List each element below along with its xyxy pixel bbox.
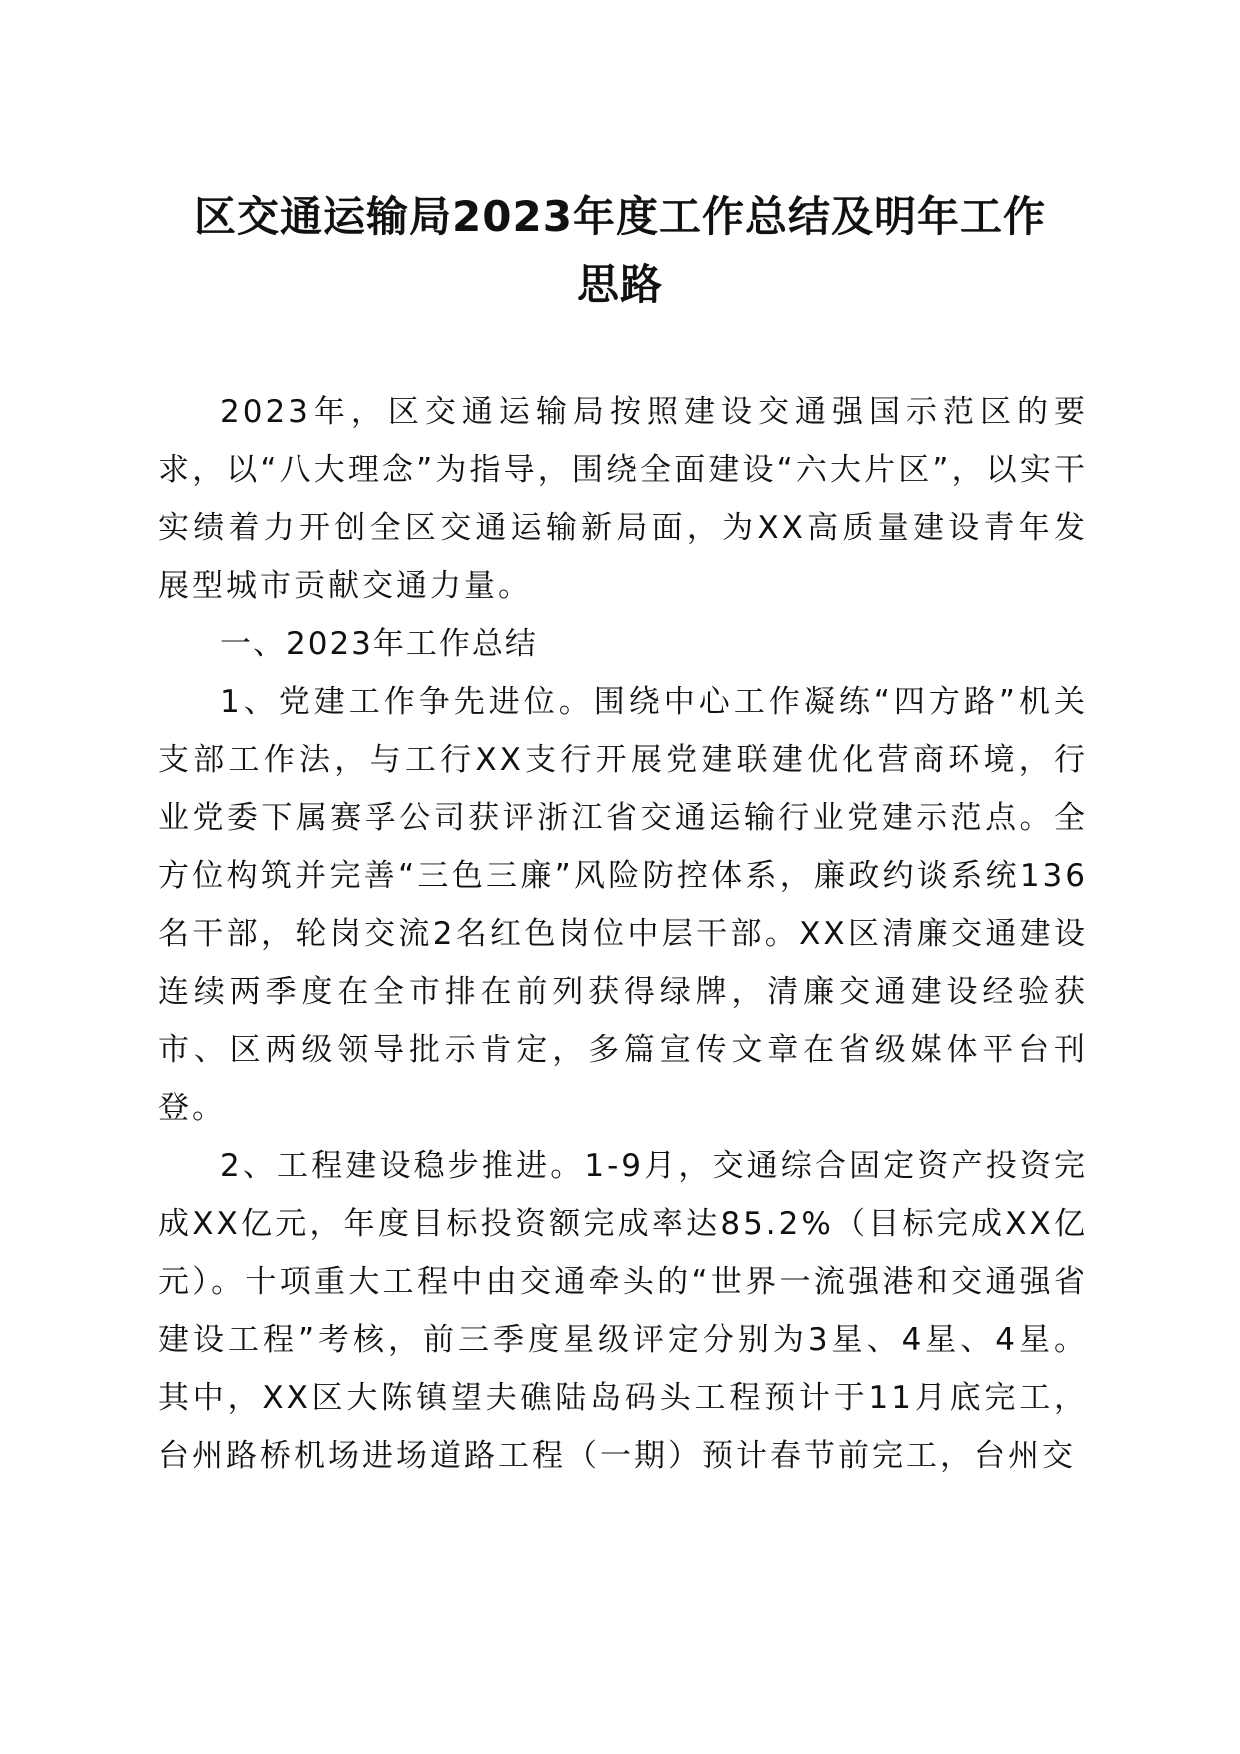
document-title [140, 183, 1100, 319]
section-heading: 一、2023年工作总结 [220, 626, 538, 662]
paragraph-engineering: 2、工程建设稳步推进。1-9月，交通综合固定资产投资完成XX亿元，年度目标投资额完成率达85.2%（目标完成XX亿元）。十项重大工程中由交通牵头的“世界一流强港和交通强省建设工程”考核，前三季度星级评定分别为3星、4星、4星。其中，XX区大陈镇望夫礁陆岛码头工程预计于11月底完工，台州路桥机场进场道路工程（一期）预计春节前完工，台州交 [158, 1148, 1088, 1474]
document-body [158, 383, 1088, 1485]
paragraph-party-building: 1、党建工作争先进位。围绕中心工作凝练“四方路”机关支部工作法，与工行XX支行开展党建联建优化营商环境，行业党委下属赛孚公司获评浙江省交通运输行业党建示范点。全方位构筑并完善“三色三廉”风险防控体系，廉政约谈系统136名干部，轮岗交流2名红色岗位中层干部。XX区清廉交通建设连续两季度在全市排在前列获得绿牌，清廉交通建设经验获市、区两级领导批示肯定，多篇宣传文章在省级媒体平台刊登。 [158, 684, 1088, 1126]
paragraph-intro: 2023年，区交通运输局按照建设交通强国示范区的要求，以“八大理念”为指导，围绕全面建设“六大片区”，以实干实绩着力开创全区交通运输新局面，为XX高质量建设青年发展型城市贡献交通力量。 [158, 394, 1088, 604]
title-line-1: 区交通运输局2023年度工作总结及明年工作 [194, 192, 1046, 241]
title-line-2: 思路 [576, 260, 663, 309]
